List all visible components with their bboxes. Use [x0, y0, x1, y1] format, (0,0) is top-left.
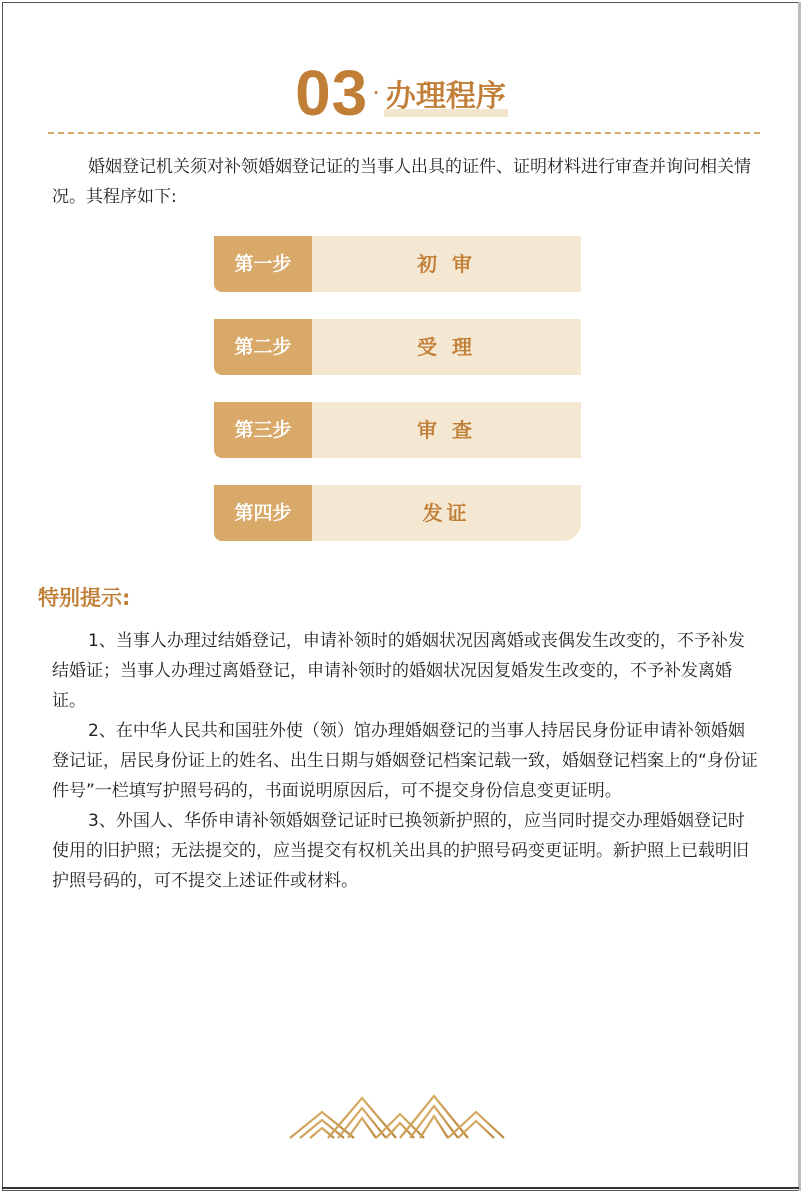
step-4	[214, 485, 581, 541]
section-number: 03	[295, 57, 369, 129]
page-edge	[798, 2, 801, 1191]
tip-item-1: 1、当事人办理过结婚登记，申请补领时的婚姻状况因离婚或丧偶发生改变的，不予补发结婚证；当事人办理过离婚登记，申请补领时的婚姻状况因复婚发生改变的，不予补发离婚证。	[52, 631, 745, 711]
step-label: 第二步	[214, 319, 312, 375]
page-bottom-border	[2, 1187, 799, 1189]
intro-paragraph: 婚姻登记机关须对补领婚姻登记证的当事人出具的证件、证明材料进行审查并询问相关情况。其程序如下:	[52, 157, 751, 207]
section-title	[0, 56, 803, 130]
mountain-decoration-icon	[288, 1090, 508, 1142]
step-text: 发证	[312, 485, 581, 541]
section-heading: 办理程序	[384, 71, 508, 115]
step-text: 审 查	[312, 402, 581, 458]
tips-list	[52, 626, 760, 896]
procedure-steps	[214, 236, 581, 568]
step-label: 第四步	[214, 485, 312, 541]
tip-item-3: 3、外国人、华侨申请补领婚姻登记证时已换领新护照的，应当同时提交办理婚姻登记时使用的旧护照；无法提交的，应当提交有权机关出具的护照号码变更证明。新护照上已载明旧护照号码的，可不提交上述证件或材料。	[52, 811, 749, 891]
step-3	[214, 402, 581, 458]
step-text: 初 审	[312, 236, 581, 292]
step-1	[214, 236, 581, 292]
step-label: 第一步	[214, 236, 312, 292]
step-text: 受 理	[312, 319, 581, 375]
tip-item-2: 2、在中华人民共和国驻外使（领）馆办理婚姻登记的当事人持居民身份证申请补领婚姻登记证，居民身份证上的姓名、出生日期与婚姻登记档案记载一致，婚姻登记档案上的“身份证件号”一栏填写护照号码的，书面说明原因后，可不提交身份信息变更证明。	[52, 721, 758, 801]
dashed-divider	[48, 132, 760, 134]
step-2	[214, 319, 581, 375]
title-separator: ·	[372, 79, 380, 107]
tips-heading: 特别提示:	[38, 586, 131, 610]
step-label: 第三步	[214, 402, 312, 458]
